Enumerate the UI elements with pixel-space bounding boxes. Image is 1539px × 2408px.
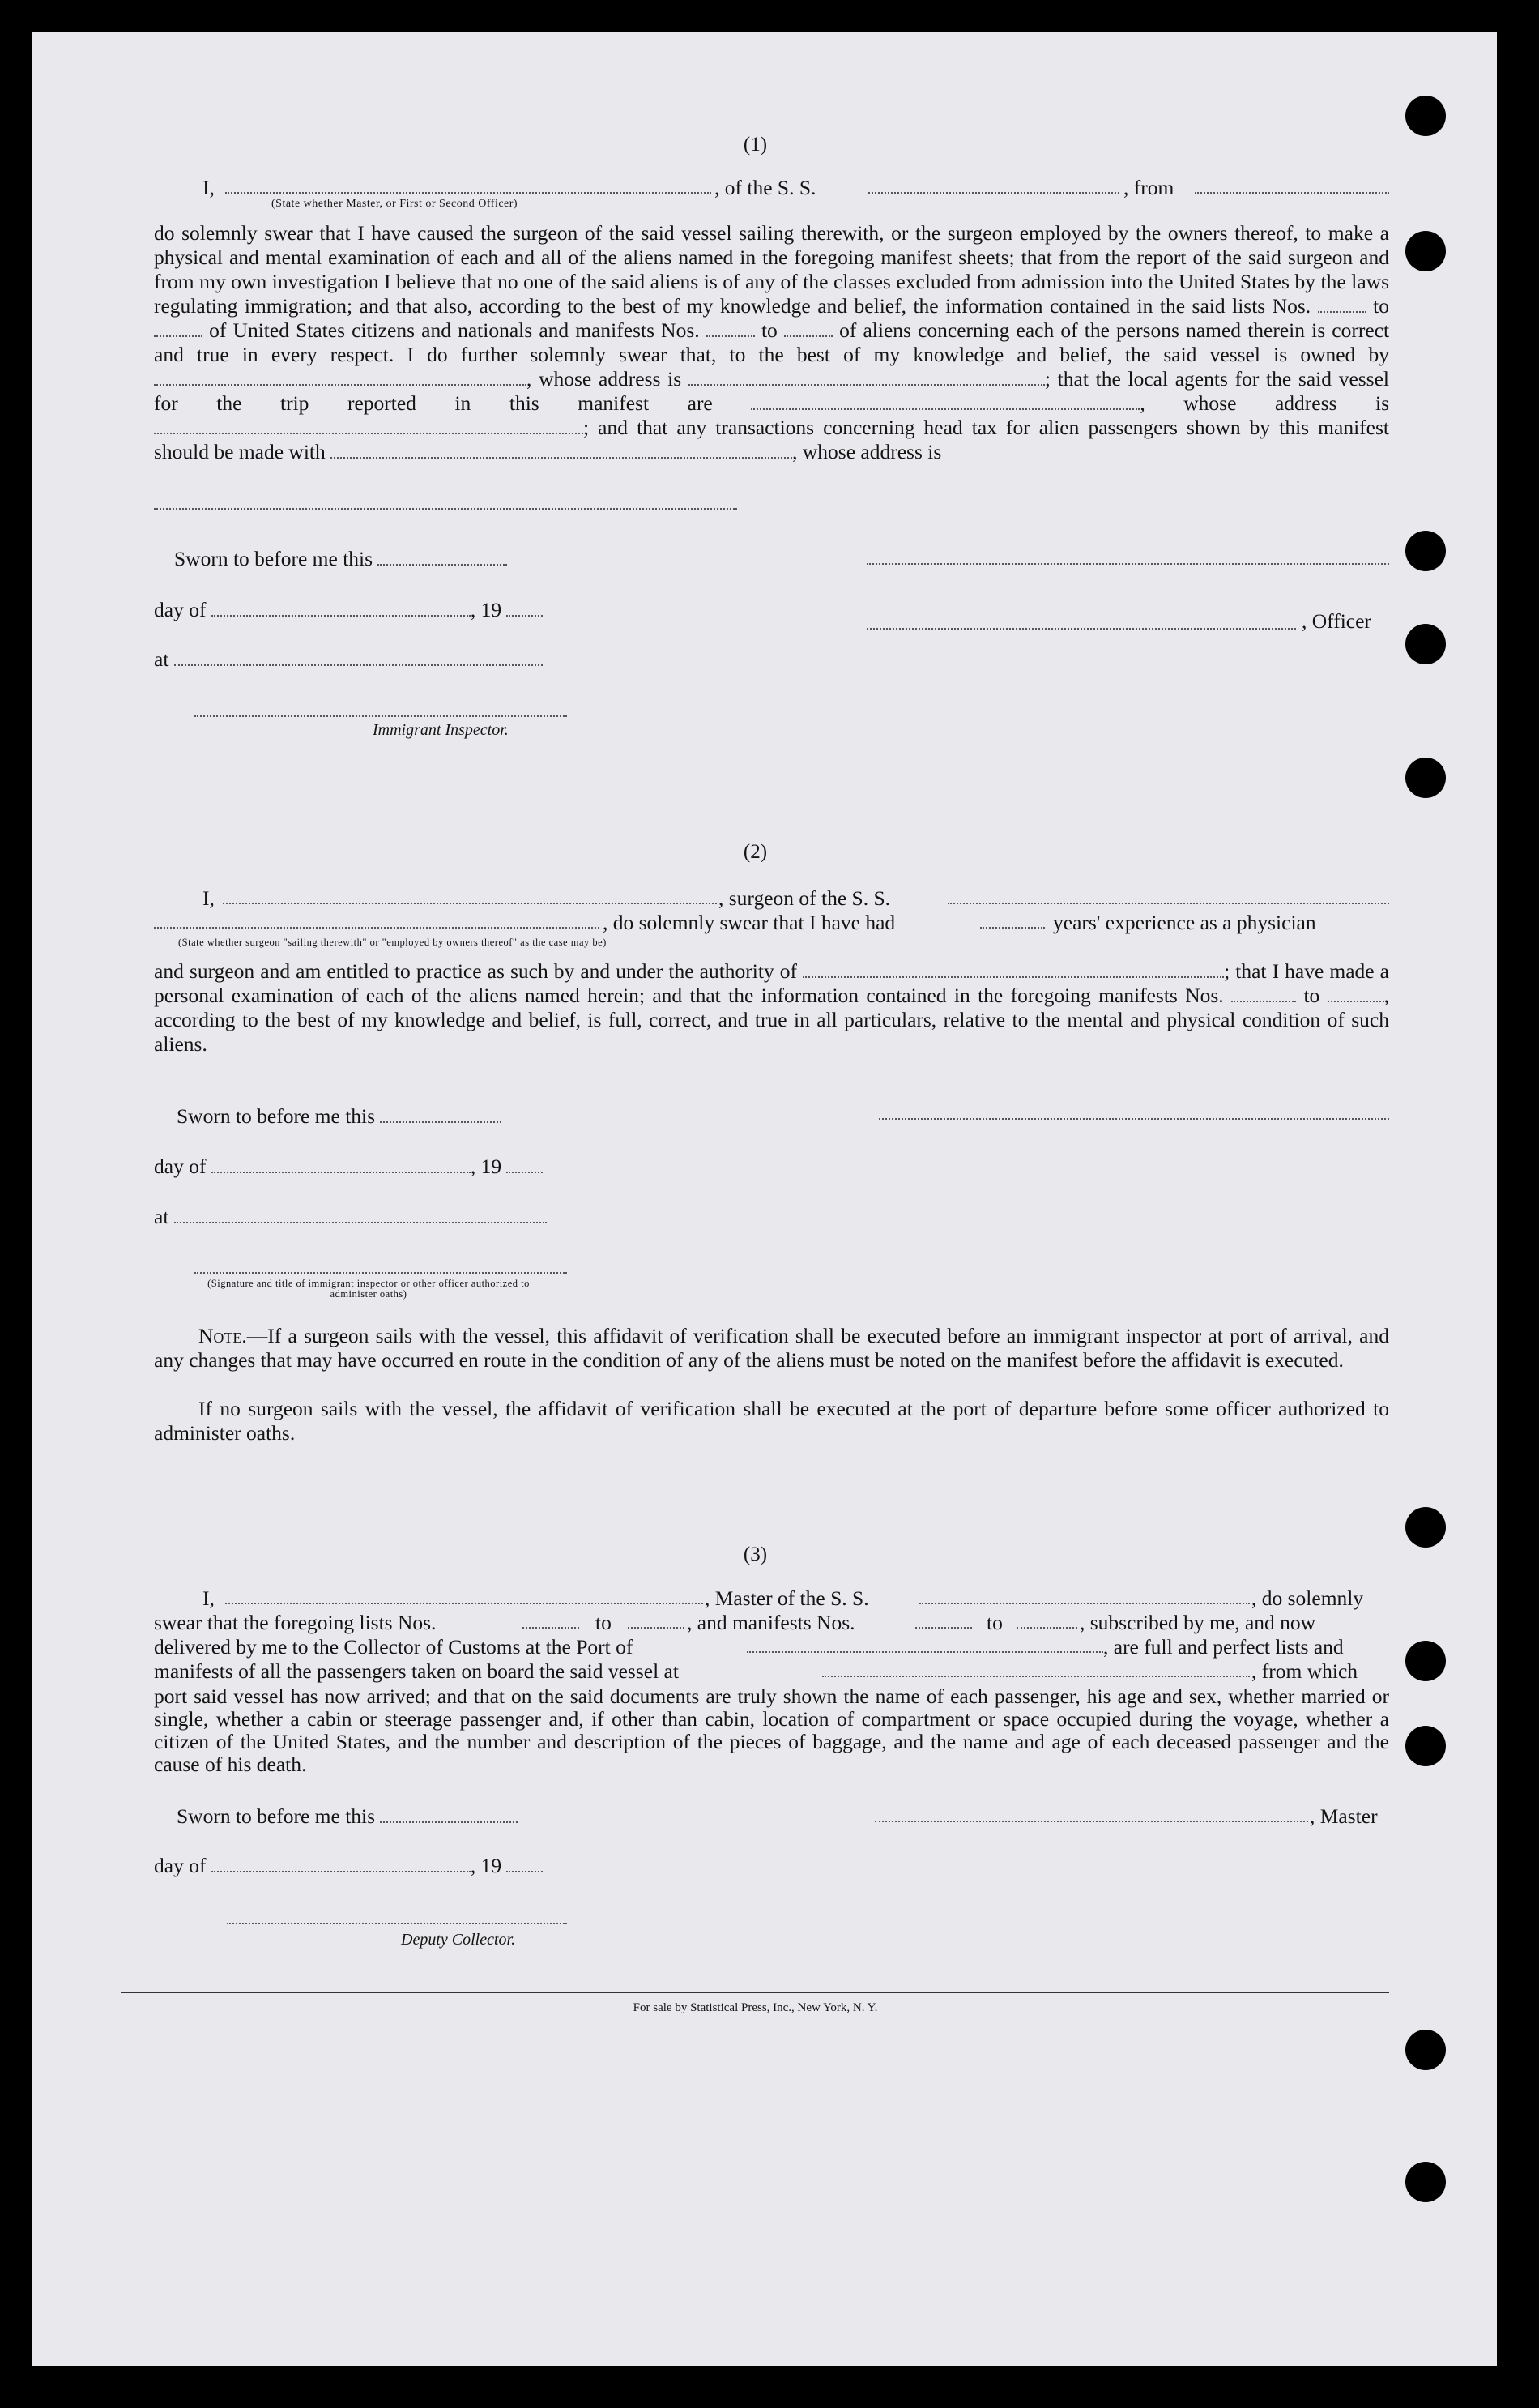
manifests-from-field[interactable] <box>1231 984 1296 1002</box>
at-label: at <box>154 1205 169 1228</box>
local-agents-field[interactable] <box>751 392 1140 410</box>
section-number: (2) <box>743 841 768 863</box>
officer-caption: (State whether Master, or First or Second Officer) <box>271 198 518 210</box>
ship-name-field[interactable] <box>948 886 1389 904</box>
year-field[interactable] <box>506 1155 543 1173</box>
sworn-day-field[interactable] <box>377 548 507 566</box>
surgeon-status-field[interactable] <box>154 911 599 929</box>
surgeon-signature-line[interactable] <box>879 1118 1389 1120</box>
year-field[interactable] <box>506 1855 543 1872</box>
sworn-label: Sworn to before me this <box>177 1104 376 1128</box>
year-field[interactable] <box>506 599 543 617</box>
punch-hole <box>1405 1726 1446 1766</box>
oath-start: I, <box>202 1586 215 1610</box>
officer-signature-line[interactable] <box>867 563 1389 565</box>
day-of-label: day of <box>154 1854 207 1877</box>
master-label: , Master <box>1310 1804 1378 1828</box>
inspector-label: Immigrant Inspector. <box>373 721 509 739</box>
section-number: (1) <box>743 134 768 156</box>
agents-address-field[interactable] <box>154 416 583 434</box>
inspector-signature-line[interactable] <box>194 715 567 717</box>
years-field[interactable] <box>980 911 1045 929</box>
ship-name-field[interactable] <box>919 1586 1250 1604</box>
punch-hole <box>1405 1641 1446 1681</box>
from-label: , from <box>1123 176 1174 199</box>
punch-hole <box>1405 96 1446 136</box>
swear-text: swear that the foregoing lists Nos. <box>154 1611 437 1634</box>
officer-label: , Officer <box>1302 609 1371 633</box>
delivered-text: delivered by me to the Collector of Customs at the Port of <box>154 1635 633 1659</box>
oath-paragraph: and surgeon and am entitled to practice as such by and under the authority of ; that I have made a personal examination of each of the aliens named herein; and that the information contained in the foregoing manifests Nos. to , according to the best of my knowledge and belief, is full, correct, and true in all particulars, relative to the mental and physical condition of such aliens. <box>154 959 1390 1056</box>
day-of-label: day of <box>154 1155 207 1178</box>
manifests-to-field[interactable] <box>784 319 833 337</box>
surgeon-caption: (State whether surgeon "sailing therewith" or "employed by owners thereof" as the case may be) <box>178 937 607 948</box>
oath-paragraph: port said vessel has now arrived; and that on the said documents are truly shown the name of each passenger, his age and sex, whether married or single, whether a cabin or steerage passenger and, if other than cabin, location of compartment or space occupied during the voyage, whether a citizen of the United States, and the number and description of the pieces of baggage, and the name and age of each deceased passenger and the cause of his death. <box>154 1684 1389 1776</box>
sworn-label: Sworn to before me this <box>177 1804 376 1828</box>
sworn-label: Sworn to before me this <box>174 547 373 570</box>
of-ship-label: , of the S. S. <box>714 176 816 199</box>
at-label: at <box>154 647 169 671</box>
master-name-field[interactable] <box>225 1586 703 1604</box>
manifests-from-field[interactable] <box>706 319 755 337</box>
note-paragraph-2: If no surgeon sails with the vessel, the affidavit of verification shall be executed at the port of departure before some officer authorized to administer oaths. <box>154 1397 1389 1445</box>
port-field[interactable] <box>747 1635 1103 1653</box>
punch-hole <box>1405 2162 1446 2202</box>
manifests-to-field[interactable] <box>1017 1611 1077 1629</box>
sworn-day-field[interactable] <box>380 1105 501 1123</box>
ship-name-field[interactable] <box>868 176 1119 194</box>
head-tax-address-field[interactable] <box>154 508 737 510</box>
solemnly-label: , do solemnly swear that I have had <box>603 911 896 934</box>
oath-start: I, <box>202 176 215 199</box>
lists-to-field[interactable] <box>628 1611 684 1629</box>
surgeon-of-label: , surgeon of the S. S. <box>718 886 891 910</box>
footer-rule <box>122 1992 1389 1993</box>
inspector-signature-line[interactable] <box>194 1272 567 1274</box>
lists-from-field[interactable] <box>1318 295 1366 313</box>
day-of-label: day of <box>154 598 207 621</box>
officer-name-field[interactable] <box>225 176 711 194</box>
month-field[interactable] <box>211 1855 471 1872</box>
officer-title-line[interactable] <box>867 628 1296 630</box>
manifests-to-field[interactable] <box>1328 984 1384 1002</box>
master-signature-line[interactable] <box>875 1821 1308 1822</box>
departure-port-field[interactable] <box>822 1659 1250 1677</box>
lists-from-field[interactable] <box>522 1611 579 1629</box>
head-tax-agent-field[interactable] <box>330 441 792 459</box>
oath-paragraph: do solemnly swear that I have caused the surgeon of the said vessel sailing therewith, or the surgeon employed by the owners thereof, to make a physical and mental examination of each and all of the aliens named in the foregoing manifest sheets; that from the report of the said surgeon and from my own investigation I believe that no one of the said aliens is of any of the classes excluded from admission into the United States by the laws regulating immigration; and that also, according to the best of my knowledge and belief, the information contained in the said lists Nos. to of United States citizens and nationals and manifests Nos. to of aliens concerning each of the persons named therein is correct and true in every respect. I do further solemnly swear that, to the best of my knowledge and belief, the said vessel is owned by , whose address is ; that the local agents for the said vessel for the trip reported in this manifest are , whose address is ; and that any transactions concerning head tax for alien passengers shown by this manifest should be made with , whose address is <box>154 221 1390 463</box>
manifests-from-field[interactable] <box>915 1611 972 1629</box>
master-of-label: , Master of the S. S. <box>705 1586 869 1610</box>
punch-hole <box>1405 2030 1446 2070</box>
punch-hole <box>1405 531 1446 571</box>
month-field[interactable] <box>211 599 471 617</box>
lists-to-field[interactable] <box>154 319 202 337</box>
section-number: (3) <box>743 1543 768 1565</box>
collector-label: Deputy Collector. <box>401 1931 516 1949</box>
note-paragraph: Note.—If a surgeon sails with the vessel, this affidavit of verification shall be executed before an immigrant inspector at port of arrival, and any changes that may have occurred en route in the condition of any of the aliens must be noted on the manifest before the affidavit is executed. <box>154 1324 1389 1372</box>
note-label: Note. <box>198 1324 247 1347</box>
surgeon-name-field[interactable] <box>223 886 717 904</box>
punch-hole <box>1405 758 1446 798</box>
punch-hole <box>1405 1507 1446 1548</box>
from-port-field[interactable] <box>1195 176 1389 194</box>
place-field[interactable] <box>174 1206 547 1223</box>
punch-hole <box>1405 624 1446 664</box>
manifests-text: manifests of all the passengers taken on board the said vessel at <box>154 1659 679 1683</box>
place-field[interactable] <box>174 648 543 666</box>
authority-field[interactable] <box>803 960 1224 978</box>
years-label: years' experience as a physician <box>1053 911 1316 934</box>
solemnly-label: , do solemnly <box>1251 1586 1364 1610</box>
printer-footer: For sale by Statistical Press, Inc., New York, N. Y. <box>633 2001 878 2014</box>
oath-start: I, <box>202 886 215 910</box>
sworn-day-field[interactable] <box>380 1805 518 1823</box>
punch-hole <box>1405 231 1446 271</box>
month-field[interactable] <box>211 1155 471 1173</box>
owner-field[interactable] <box>154 368 526 386</box>
signature-caption: (Signature and title of immigrant inspector or other officer authorized to administer oaths) <box>207 1278 530 1300</box>
collector-signature-line[interactable] <box>227 1923 567 1924</box>
owner-address-field[interactable] <box>688 368 1045 386</box>
